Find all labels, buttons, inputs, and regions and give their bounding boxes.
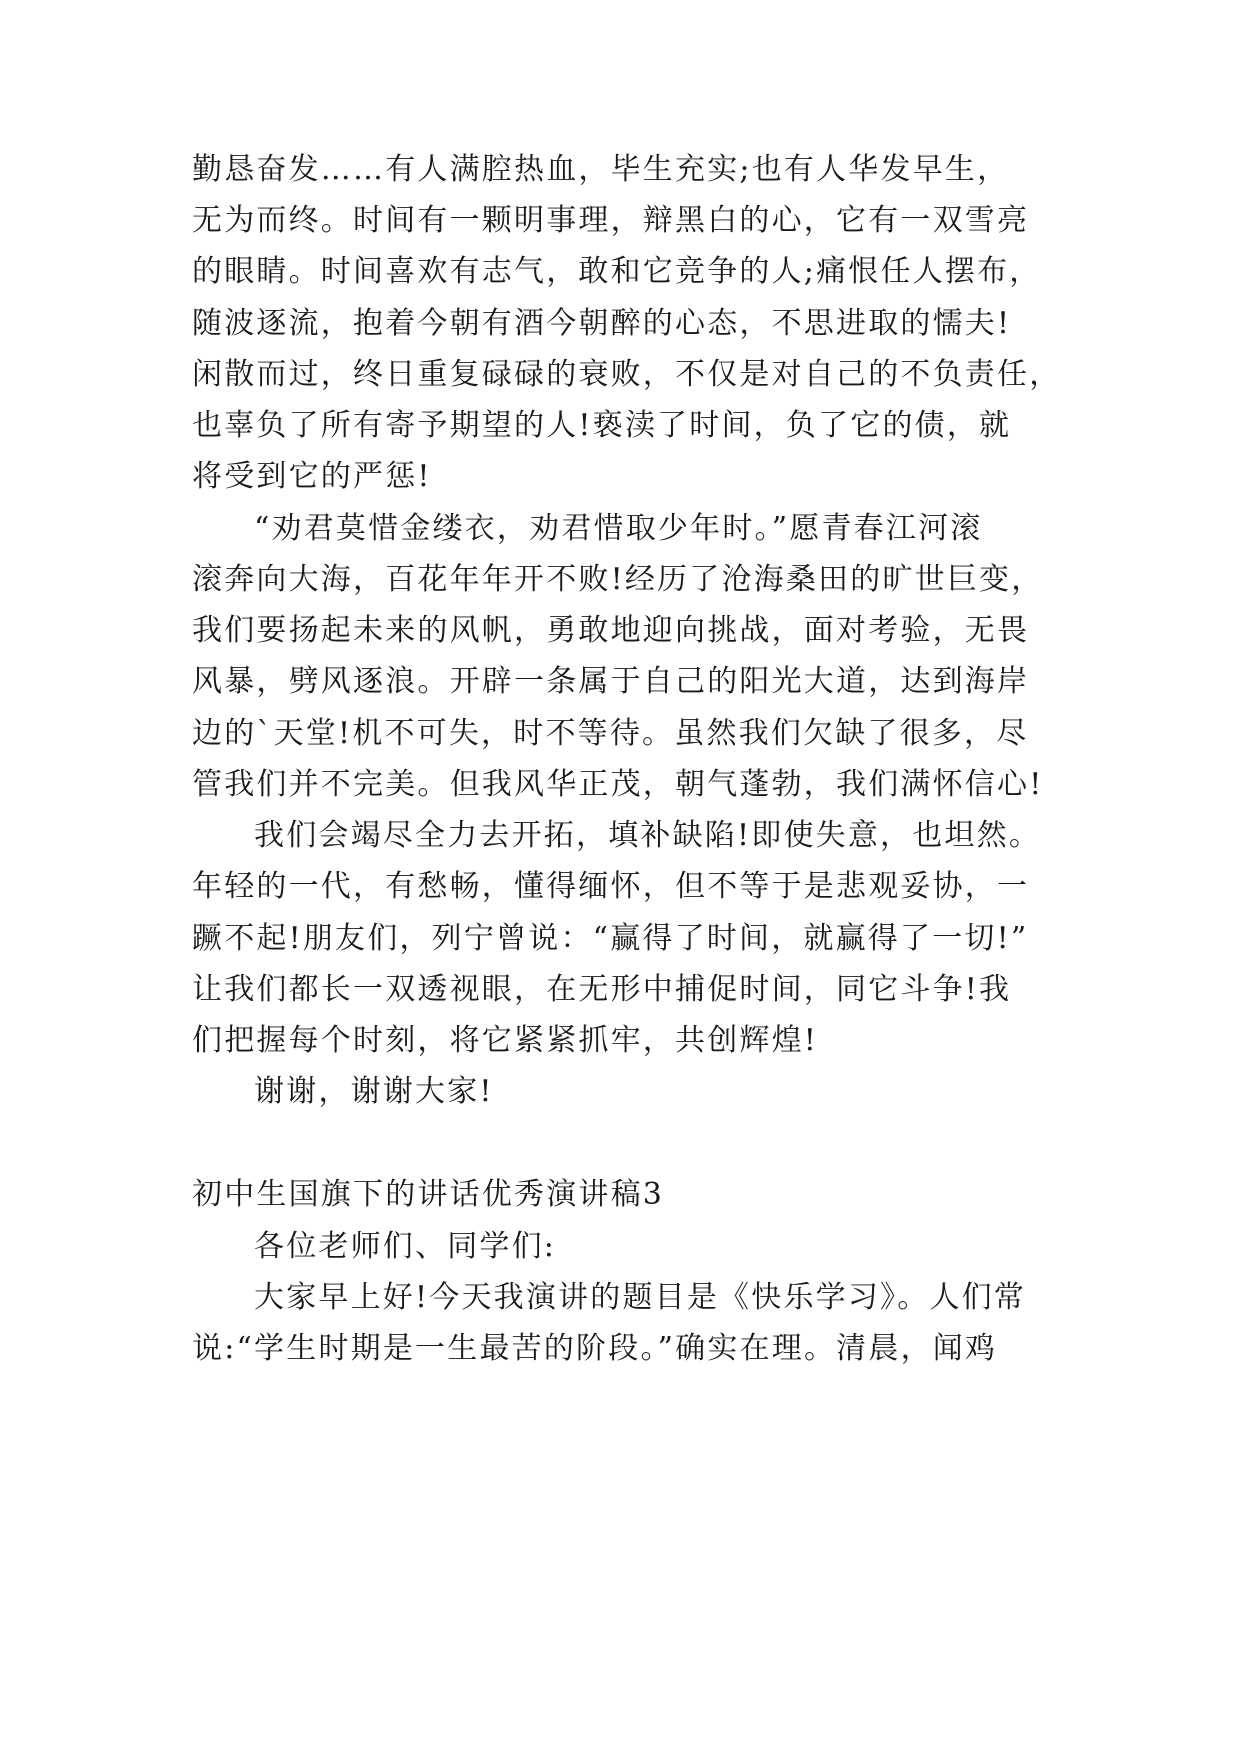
text-line: 滚奔向大海，百花年年开不败!经历了沧海桑田的旷世巨变， <box>192 562 1044 597</box>
text-line: 边的`天堂!机不可失，时不等待。虽然我们欠缺了很多，尽 <box>192 716 1029 751</box>
text-line: 年轻的一代，有愁畅，懂得缅怀，但不等于是悲观妥协，一 <box>192 869 1030 904</box>
text-line: 无为而终。时间有一颗明事理，辩黑白的心，它有一双雪亮 <box>192 203 1030 238</box>
paragraph-first-line: “劝君莫惜金缕衣，劝君惜取少年时。”愿青春江河滚 <box>254 511 983 546</box>
text-line: 们把握每个时刻，将它紧紧抓牢，共创辉煌! <box>192 1023 819 1058</box>
text-line: 随波逐流，抱着今朝有酒今朝醉的心态，不思进取的懦夫! <box>192 306 1012 341</box>
text-line: 闲散而过，终日重复碌碌的衰败，不仅是对自己的不负责任， <box>192 357 1062 392</box>
text-line: 蹶不起!朋友们，列宁曾说：“赢得了时间，就赢得了一切!” <box>192 921 1029 956</box>
closing-line: 谢谢，谢谢大家! <box>254 1074 494 1109</box>
text-line: 管我们并不完美。但我风华正茂，朝气蓬勃，我们满怀信心! <box>192 767 1044 802</box>
paragraph-first-line: 我们会竭尽全力去开拓，填补缺陷!即使失意，也坦然。 <box>254 818 1042 853</box>
text-line: 也辜负了所有寄予期望的人!亵渎了时间，负了它的债，就 <box>192 408 1012 443</box>
text-line: 说:“学生时期是一生最苦的阶段。”确实在理。清晨，闻鸡 <box>192 1331 998 1366</box>
text-line: 我们要扬起未来的风帆，勇敢地迎向挑战，面对考验，无畏 <box>192 613 1030 648</box>
text-line: 勤恳奋发……有人满腔热血，毕生充实;也有人华发早生， <box>192 152 1010 187</box>
section-title: 初中生国旗下的讲话优秀演讲稿3 <box>192 1177 665 1212</box>
text-line: 将受到它的严惩! <box>192 459 432 494</box>
text-line: 风暴，劈风逐浪。开辟一条属于自己的阳光大道，达到海岸 <box>192 664 1030 699</box>
text-line: 的眼睛。时间喜欢有志气，敢和它竞争的人;痛恨任人摆布， <box>192 254 1042 289</box>
salutation: 各位老师们、同学们: <box>254 1229 557 1264</box>
paragraph-first-line: 大家早上好!今天我演讲的题目是《快乐学习》。人们常 <box>254 1280 1027 1315</box>
text-line: 让我们都长一双透视眼，在无形中捕促时间，同它斗争!我 <box>192 972 1012 1007</box>
